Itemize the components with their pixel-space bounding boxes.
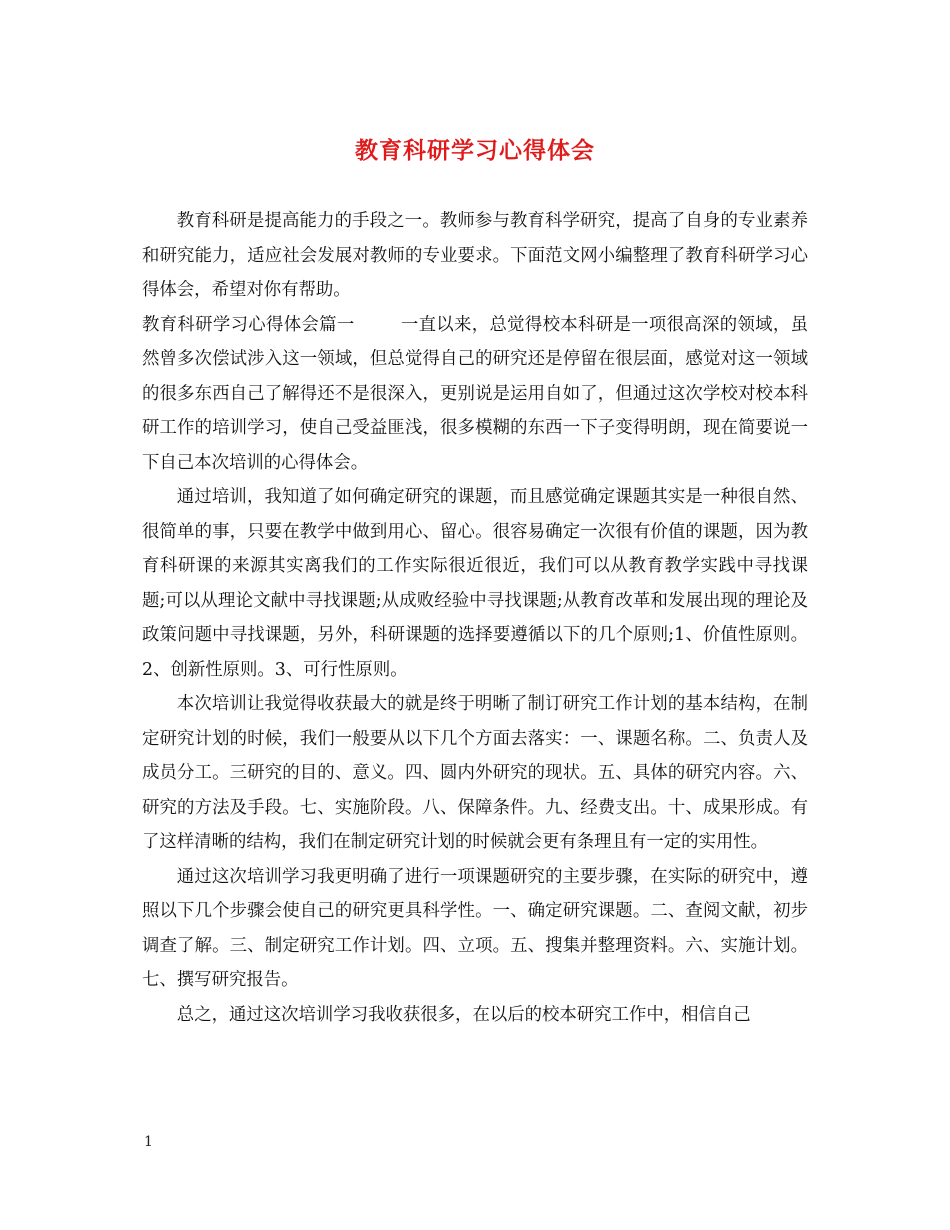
document-body	[142, 204, 808, 1032]
body-paragraph-4: 总之，通过这次培训学习我收获很多，在以后的校本研究工作中，相信自己	[176, 1004, 751, 1025]
body-paragraph-1: 通过培训，我知道了如何确定研究的课题，而且感觉确定课题其实是一种很自然、很简单的事，只要在教学中做到用心、留心。很容易确定一次很有价值的课题，因为教育科研课的来源其实离我们的工作实际很近很近，我们可以从教育教学实践中寻找课题;可以从理论文献中寻找课题;从成败经验中寻找课题;从教育改革和发展出现的理论及政策问题中寻找课题，另外，科研课题的选择要遵循以下的几个原则;1、价值性原则。2、创新性原则。3、可行性原则。	[142, 487, 808, 680]
body-paragraph-3: 通过这次培训学习我更明确了进行一项课题研究的主要步骤，在实际的研究中，遵照以下几个步骤会使自己的研究更具科学性。一、确定研究课题。二、查阅文献，初步调查了解。三、制定研究工作计划。四、立项。五、搜集并整理资料。六、实施计划。七、撰写研究报告。	[142, 866, 808, 990]
page-number: 1	[144, 1134, 153, 1150]
document-title: 教育科研学习心得体会	[355, 137, 595, 164]
section-body: 一直以来，总觉得校本科研是一项很高深的领域，虽然曾多次偿试涉入这一领域，但总觉得自己的研究还是停留在很层面，感觉对这一领域的很多东西自己了解得还不是很深入，更别说是运用自如了，但通过这次学校对校本科研工作的培训学习，使自己受益匪浅，很多模糊的东西一下子变得明朗，现在简要说一下自己本次培训的心得体会。	[142, 314, 808, 473]
body-paragraph-2: 本次培训让我觉得收获最大的就是终于明晰了制订研究工作计划的基本结构，在制定研究计划的时候，我们一般要从以下几个方面去落实：一、课题名称。二、负责人及成员分工。三研究的目的、意义。四、圆内外研究的现状。五、具体的研究内容。六、研究的方法及手段。七、实施阶段。八、保障条件。九、经费支出。十、成果形成。有了这样清晰的结构，我们在制定研究计划的时候就会更有条理且有一定的实用性。	[142, 694, 808, 852]
section-paragraph	[142, 308, 808, 481]
section-heading: 教育科研学习心得体会篇一	[142, 314, 355, 335]
intro-paragraph: 教育科研是提高能力的手段之一。教师参与教育科学研究，提高了自身的专业素养和研究能力，适应社会发展对教师的专业要求。下面范文网小编整理了教育科研学习心得体会，希望对你有帮助。	[142, 211, 808, 300]
